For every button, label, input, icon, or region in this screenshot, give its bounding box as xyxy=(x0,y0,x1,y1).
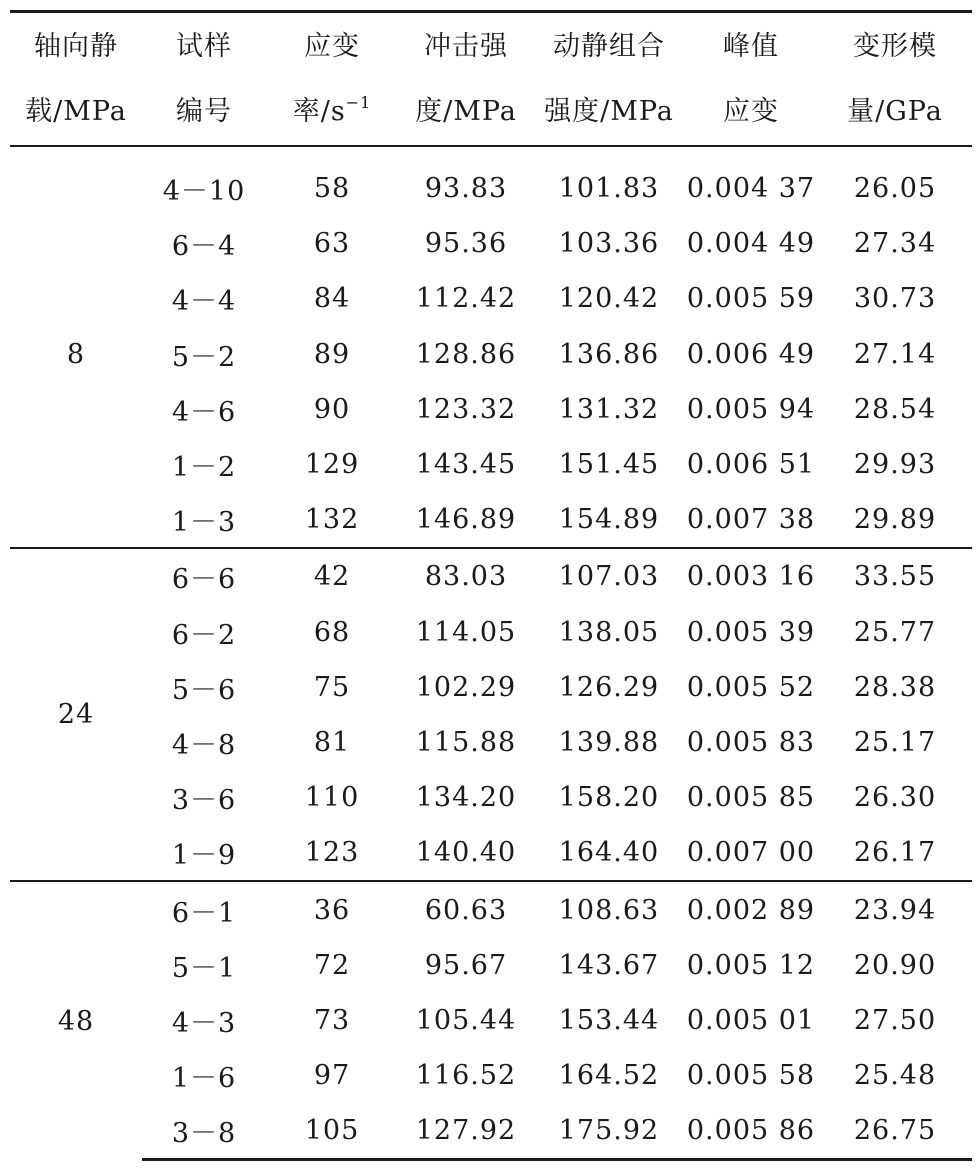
results-table xyxy=(10,10,972,1161)
cell-strain-rate: 105 xyxy=(266,1103,398,1160)
cell-peak-strain: 0.005 39 xyxy=(686,616,816,648)
cell-impact-strength: 114.05 xyxy=(415,616,517,648)
cell-deformation-modulus: 28.54 xyxy=(853,393,937,425)
cell-peak-strain: 0.006 49 xyxy=(686,338,816,370)
header-specimen-id: 试样 编号 xyxy=(142,12,266,147)
cell-impact-strength: 134.20 xyxy=(415,782,517,814)
cell-deformation-modulus: 27.14 xyxy=(853,338,937,370)
cell-strain-rate: 58 xyxy=(313,173,351,205)
cell-deformation-modulus: 25.77 xyxy=(853,616,937,648)
table-row xyxy=(10,492,972,548)
table-row xyxy=(10,161,972,216)
cell-peak-strain: 0.007 38 xyxy=(686,504,816,536)
cell-combined-strength: 153.44 xyxy=(558,1004,660,1036)
cell-peak-strain: 0.004 37 xyxy=(686,173,816,205)
cell-specimen-id: 1－2 xyxy=(171,452,237,484)
cell-specimen-id: 6－4 xyxy=(171,231,237,263)
cell-specimen-id: 6－1 xyxy=(142,881,266,937)
cell-combined-strength: 175.92 xyxy=(534,1103,684,1160)
cell-impact-strength: 95.36 xyxy=(424,228,508,260)
cell-impact-strength: 115.88 xyxy=(415,726,517,758)
cell-deformation-modulus: 28.38 xyxy=(853,671,937,703)
table-row xyxy=(10,1103,972,1160)
table-header xyxy=(10,12,972,147)
cell-deformation-modulus: 26.17 xyxy=(853,837,937,869)
cell-specimen-id: 5－2 xyxy=(171,341,237,373)
cell-impact-strength: 127.92 xyxy=(398,1103,534,1160)
table-row xyxy=(10,605,972,660)
cell-deformation-modulus: 27.34 xyxy=(853,228,937,260)
cell-specimen-id: 4－10 xyxy=(162,176,246,208)
cell-combined-strength: 103.36 xyxy=(558,228,660,260)
table-row xyxy=(10,382,972,437)
cell-impact-strength: 128.86 xyxy=(415,338,517,370)
cell-peak-strain: 0.005 59 xyxy=(686,283,816,315)
cell-deformation-modulus: 27.50 xyxy=(853,1004,937,1036)
cell-peak-strain: 0.002 89 xyxy=(684,881,818,937)
load-group xyxy=(10,548,972,881)
cell-specimen-id: 4－3 xyxy=(171,1007,237,1039)
table-row xyxy=(10,825,972,881)
table-row xyxy=(10,660,972,715)
cell-combined-strength: 139.88 xyxy=(558,726,660,758)
cell-strain-rate: 75 xyxy=(313,671,351,703)
cell-combined-strength: 164.52 xyxy=(558,1060,660,1092)
cell-specimen-id: 5－6 xyxy=(171,674,237,706)
cell-peak-strain: 0.004 49 xyxy=(686,228,816,260)
cell-peak-strain: 0.005 58 xyxy=(686,1060,816,1092)
cell-combined-strength: 108.63 xyxy=(534,881,684,937)
cell-strain-rate: 129 xyxy=(304,449,360,481)
table-row xyxy=(10,881,972,937)
cell-impact-strength: 123.32 xyxy=(415,393,517,425)
cell-strain-rate: 132 xyxy=(304,504,360,536)
cell-specimen-id: 1－3 xyxy=(171,507,237,539)
cell-specimen-id: 3－6 xyxy=(171,785,237,817)
cell-impact-strength: 95.67 xyxy=(424,949,508,981)
cell-specimen-id: 4－8 xyxy=(171,729,237,761)
cell-strain-rate: 42 xyxy=(266,548,398,604)
header-spacer xyxy=(10,146,972,161)
cell-combined-strength: 151.45 xyxy=(558,449,660,481)
cell-peak-strain: 0.005 52 xyxy=(686,671,816,703)
cell-combined-strength: 131.32 xyxy=(558,393,660,425)
cell-specimen-id: 1－9 xyxy=(171,840,237,872)
cell-deformation-modulus: 20.90 xyxy=(853,949,937,981)
table-row xyxy=(10,770,972,825)
table-row xyxy=(10,938,972,993)
cell-specimen-id: 4－4 xyxy=(171,286,237,318)
cell-impact-strength: 146.89 xyxy=(415,504,517,536)
cell-axial-static-load: 8 xyxy=(66,338,86,370)
cell-combined-strength: 143.67 xyxy=(558,949,660,981)
cell-peak-strain: 0.007 00 xyxy=(686,837,816,869)
cell-strain-rate: 72 xyxy=(313,949,351,981)
header-row xyxy=(10,12,972,147)
cell-impact-strength: 102.29 xyxy=(415,671,517,703)
load-group xyxy=(10,881,972,1159)
cell-combined-strength: 136.86 xyxy=(558,338,660,370)
cell-axial-static-load: 48 xyxy=(10,881,142,1159)
table-row xyxy=(10,1048,972,1103)
cell-deformation-modulus: 25.17 xyxy=(853,726,937,758)
cell-deformation-modulus: 29.89 xyxy=(853,504,937,536)
cell-impact-strength: 105.44 xyxy=(415,1004,517,1036)
cell-strain-rate: 73 xyxy=(313,1004,351,1036)
cell-peak-strain: 0.005 85 xyxy=(686,782,816,814)
cell-impact-strength: 93.83 xyxy=(424,173,508,205)
header-impact-strength: 冲击强 度/MPa xyxy=(398,12,534,147)
cell-combined-strength: 164.40 xyxy=(558,837,660,869)
cell-deformation-modulus: 26.75 xyxy=(818,1103,972,1160)
cell-peak-strain: 0.005 83 xyxy=(686,726,816,758)
cell-specimen-id: 4－6 xyxy=(171,396,237,428)
table-row xyxy=(10,993,972,1048)
cell-deformation-modulus: 29.93 xyxy=(853,449,937,481)
cell-deformation-modulus: 26.30 xyxy=(853,782,937,814)
cell-specimen-id: 6－6 xyxy=(142,548,266,604)
cell-strain-rate: 123 xyxy=(304,837,360,869)
cell-peak-strain: 0.005 94 xyxy=(686,393,816,425)
cell-impact-strength: 60.63 xyxy=(398,881,534,937)
cell-strain-rate: 89 xyxy=(313,338,351,370)
cell-strain-rate: 68 xyxy=(313,616,351,648)
cell-deformation-modulus: 30.73 xyxy=(853,283,937,315)
table-row xyxy=(10,548,972,604)
cell-peak-strain: 0.005 12 xyxy=(686,949,816,981)
cell-combined-strength: 120.42 xyxy=(558,283,660,315)
cell-deformation-modulus: 23.94 xyxy=(818,881,972,937)
table-row xyxy=(10,327,972,382)
header-strain-rate: 应变 率$/s^{-1}$ xyxy=(266,12,398,147)
cell-deformation-modulus: 25.48 xyxy=(853,1060,937,1092)
cell-combined-strength: 138.05 xyxy=(558,616,660,648)
cell-strain-rate: 84 xyxy=(313,283,351,315)
cell-peak-strain: 0.005 01 xyxy=(686,1004,816,1036)
cell-specimen-id: 3－8 xyxy=(142,1103,266,1160)
cell-impact-strength: 143.45 xyxy=(415,449,517,481)
cell-impact-strength: 116.52 xyxy=(415,1060,517,1092)
cell-specimen-id: 6－2 xyxy=(171,619,237,651)
cell-peak-strain: 0.005 86 xyxy=(684,1103,818,1160)
cell-impact-strength: 83.03 xyxy=(398,548,534,604)
load-group xyxy=(10,161,972,548)
table-row xyxy=(10,271,972,326)
cell-impact-strength: 140.40 xyxy=(415,837,517,869)
cell-specimen-id: 5－1 xyxy=(171,952,237,984)
table-row xyxy=(10,437,972,492)
cell-combined-strength: 126.29 xyxy=(558,671,660,703)
cell-strain-rate: 90 xyxy=(313,393,351,425)
cell-strain-rate: 97 xyxy=(313,1060,351,1092)
cell-combined-strength: 101.83 xyxy=(558,173,660,205)
header-deformation-modulus: 变形模 量/GPa xyxy=(818,12,972,147)
header-combined-strength: 动静组合 强度/MPa xyxy=(534,12,684,147)
header-axial-static-load: 轴向静 载/MPa xyxy=(10,12,142,147)
table-row xyxy=(10,216,972,271)
cell-strain-rate: 36 xyxy=(266,881,398,937)
cell-strain-rate: 110 xyxy=(304,782,360,814)
table-row xyxy=(10,715,972,770)
cell-axial-static-load: 24 xyxy=(10,548,142,881)
cell-combined-strength: 154.89 xyxy=(558,504,660,536)
cell-impact-strength: 112.42 xyxy=(415,283,517,315)
cell-deformation-modulus: 33.55 xyxy=(818,548,972,604)
cell-peak-strain: 0.006 51 xyxy=(686,449,816,481)
cell-strain-rate: 81 xyxy=(313,726,351,758)
cell-peak-strain: 0.003 16 xyxy=(684,548,818,604)
cell-combined-strength: 107.03 xyxy=(534,548,684,604)
cell-strain-rate: 63 xyxy=(313,228,351,260)
cell-specimen-id: 1－6 xyxy=(171,1063,237,1095)
cell-combined-strength: 158.20 xyxy=(558,782,660,814)
header-peak-strain: 峰值 应变 xyxy=(684,12,818,147)
cell-deformation-modulus: 26.05 xyxy=(853,173,937,205)
